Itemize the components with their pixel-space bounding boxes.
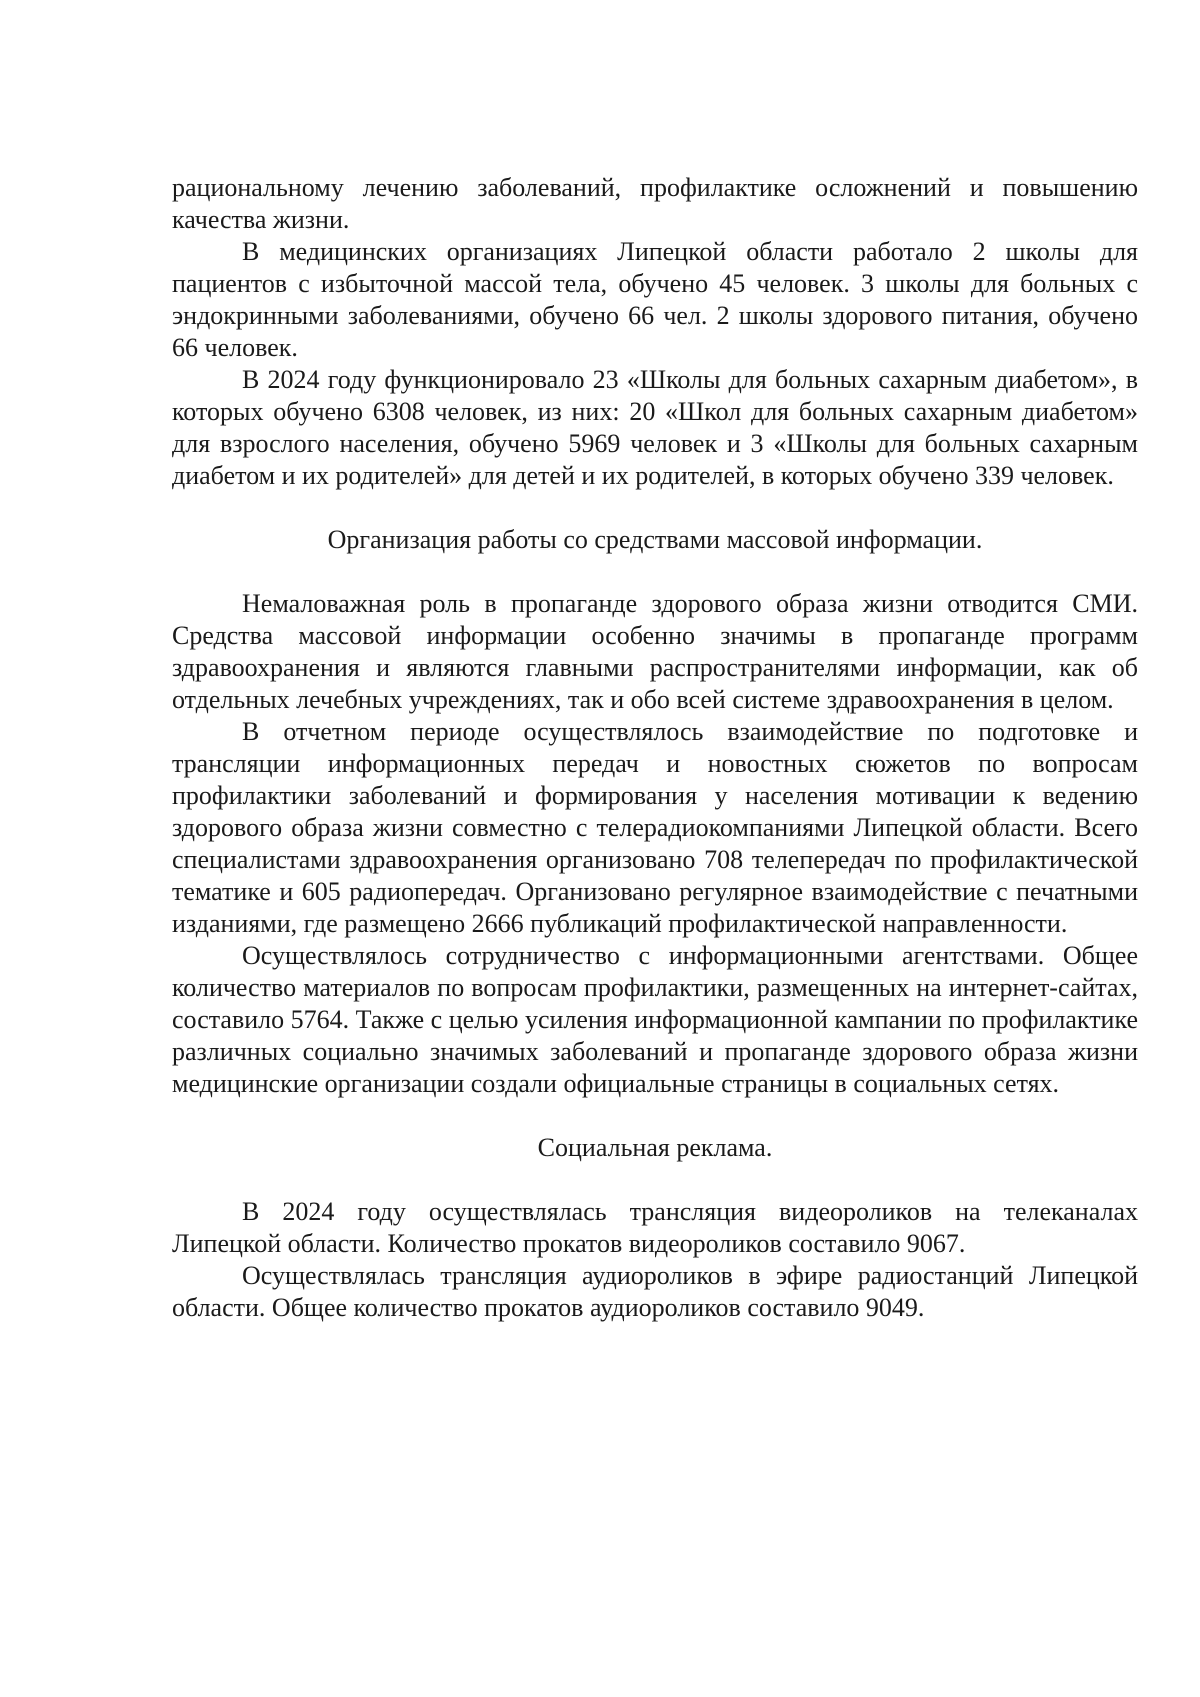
paragraph-schools-weight: В медицинских организациях Липецкой области работало 2 школы для пациентов с избыточной массой тела, обучено 45 человек. 3 школы для больных с эндокринными заболеваниями, обучено 66 чел. 2 школы здорового питания, обучено 66 человек.: [172, 237, 1138, 362]
paragraph-continuation: рациональному лечению заболеваний, профилактике осложнений и повышению качества жизни.: [172, 173, 1138, 234]
paragraph-media-broadcasts: В отчетном периоде осуществлялось взаимодействие по подготовке и трансляции информационных передач и новостных сюжетов по вопросам профилактики заболеваний и формирования у населения мотивации к ведению здорового образа жизни совместно с телерадиокомпаниями Липецкой области. Всего специалистами здравоохранения организовано 708 телепередач по профилактической тематике и 605 радиопередач. Организовано регулярное взаимодействие с печатными изданиями, где размещено 2666 публикаций профилактической направленности.: [172, 717, 1138, 938]
paragraph-video-ads: В 2024 году осуществлялась трансляция видеороликов на телеканалах Липецкой области. Количество прокатов видеороликов составило 9067.: [172, 1197, 1138, 1258]
section-heading-media: Организация работы со средствами массовой информации.: [327, 525, 983, 554]
document-body: [172, 172, 1138, 1324]
paragraph-audio-ads: Осуществлялась трансляция аудиороликов в эфире радиостанций Липецкой области. Общее количество прокатов аудиороликов составило 9049.: [172, 1261, 1138, 1322]
section-heading-ads: Социальная реклама.: [537, 1133, 773, 1162]
paragraph-schools-diabetes: В 2024 году функционировало 23 «Школы для больных сахарным диабетом», в которых обучено 6308 человек, из них: 20 «Школ для больных сахарным диабетом» для взрослого населения, обучено 5969 человек и 3 «Школы для больных сахарным диабетом и их родителей» для детей и их родителей, в которых обучено 339 человек.: [172, 365, 1138, 490]
paragraph-media-role: Немаловажная роль в пропаганде здорового образа жизни отводится СМИ. Средства массовой информации особенно значимы в пропаганде программ здравоохранения и являются главными распространителями информации, как об отдельных лечебных учреждениях, так и обо всей системе здравоохранения в целом.: [172, 589, 1138, 714]
paragraph-media-agencies: Осуществлялось сотрудничество с информационными агентствами. Общее количество материалов по вопросам профилактики, размещенных на интернет-сайтах, составило 5764. Также с целью усиления информационной кампании по профилактике различных социально значимых заболеваний и пропаганде здорового образа жизни медицинские организации создали официальные страницы в социальных сетях.: [172, 941, 1138, 1098]
